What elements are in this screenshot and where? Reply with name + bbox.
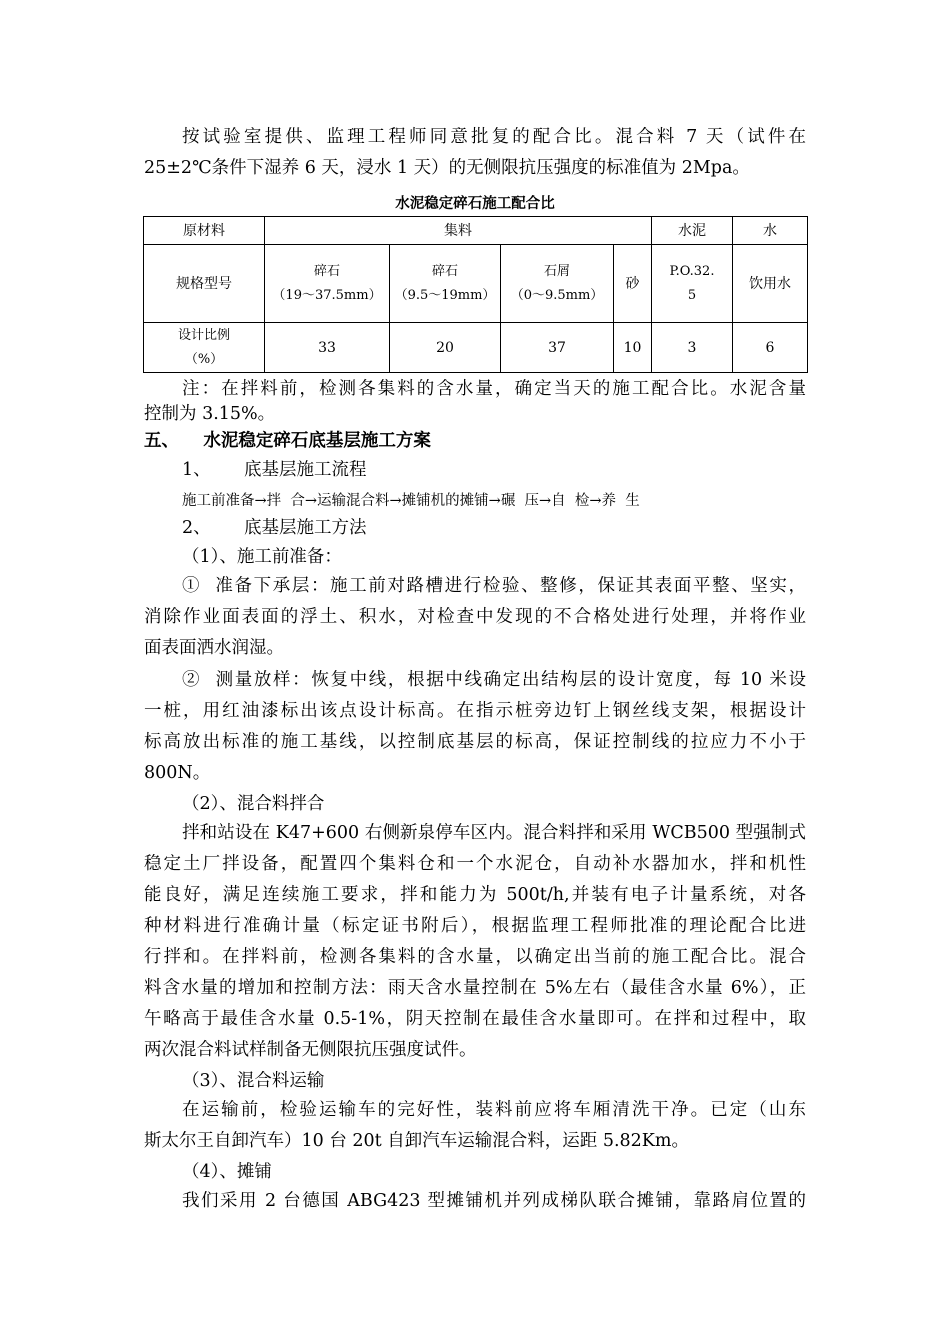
cell-text: P.O.32.: [669, 263, 715, 279]
table-title: 水泥稳定碎石施工配合比: [395, 196, 555, 212]
value-cell: 10: [614, 323, 652, 373]
cell-text: （19～37.5mm）: [272, 287, 382, 303]
para-line: ② 测量放样：恢复中线，根据中线确定出结构层的设计宽度，每 10 米设: [182, 670, 806, 690]
value-cell: 33: [265, 323, 390, 373]
para-line: 一桩，用红油漆标出该点设计标高。在指示桩旁边钉上钢丝线支架，根据设计: [144, 701, 806, 721]
cell-text: 5: [687, 287, 697, 303]
para-line: 在运输前，检验运输车的完好性，装料前应将车厢清洗干净。已定（山东: [182, 1100, 806, 1120]
header-raw-material: 原材料: [144, 217, 265, 245]
cell-text: 石屑: [543, 263, 570, 279]
para-line: 两次混合料试样制备无侧限抗压强度试件。: [144, 1040, 477, 1060]
cell-cement-grade: [652, 245, 733, 323]
header-cement: 水泥: [652, 217, 733, 245]
cell-stone-chips: [501, 245, 614, 323]
step-4-title: （4）、摊铺: [182, 1162, 272, 1182]
cell-text: 设计比例: [177, 327, 230, 343]
subsection-2-title: 2、 底基层施工方法: [182, 518, 367, 538]
row-label-ratio: [144, 323, 265, 373]
intro-line-2: 25±2℃条件下湿养 6 天，浸水 1 天）的无侧限抗压强度的标准值为 2Mpa。: [144, 158, 750, 178]
note-line-1: 注：在拌料前，检测各集料的含水量，确定当天的施工配合比。水泥含量: [182, 379, 806, 399]
section-heading: 五、 水泥稳定碎石底基层施工方案: [144, 431, 431, 451]
cell-gravel-large: [265, 245, 390, 323]
row-label-spec: 规格型号: [144, 245, 265, 323]
table-row: [144, 323, 808, 373]
mix-ratio-table: [143, 216, 808, 373]
para-line: 料含水量的增加和控制方法：雨天含水量控制在 5%左右（最佳含水量 6%），正: [144, 978, 806, 998]
cell-sand: 砂: [614, 245, 652, 323]
value-cell: 20: [390, 323, 501, 373]
cell-text: （9.5～19mm）: [394, 287, 496, 303]
para-line: 800N。: [144, 763, 211, 783]
intro-line-1: 按试验室提供、监理工程师同意批复的配合比。混合料 7 天（试件在: [182, 127, 806, 147]
table-row: [144, 217, 808, 245]
step-2-title: （2）、混合料拌合: [182, 794, 325, 814]
para-line: 拌和站设在 K47+600 右侧新泉停车区内。混合料拌和采用 WCB500 型强制式: [182, 823, 806, 843]
para-line: 稳定土厂拌设备，配置四个集料仓和一个水泥仓，自动补水器加水，拌和机性: [144, 854, 806, 874]
para-line: 能良好，满足连续施工要求，拌和能力为 500t/h,并装有电子计量系统，对各: [144, 885, 806, 905]
subsection-1-title: 1、 底基层施工流程: [182, 460, 367, 480]
step-1-title: （1）、施工前准备：: [182, 547, 342, 567]
para-line: 面表面洒水润湿。: [144, 638, 284, 658]
value-cell: 6: [733, 323, 808, 373]
cell-drinking-water: 饮用水: [733, 245, 808, 323]
step-3-title: （3）、混合料运输: [182, 1071, 325, 1091]
para-line: 标高放出标准的施工基线，以控制底基层的标高，保证控制线的拉应力不小于: [144, 732, 806, 752]
para-line: 我们采用 2 台德国 ABG423 型摊铺机并列成梯队联合摊铺，靠路肩位置的: [182, 1191, 806, 1211]
header-water: 水: [733, 217, 808, 245]
value-cell: 3: [652, 323, 733, 373]
cell-text: （0～9.5mm）: [510, 287, 604, 303]
para-line: 种材料进行准确计量（标定证书附后），根据监理工程师批准的理论配合比进: [144, 916, 806, 936]
cell-text: 碎石: [313, 263, 340, 279]
para-line: ① 准备下承层：施工前对路槽进行检验、整修，保证其表面平整、坚实，: [182, 576, 806, 596]
para-line: 消除作业面表面的浮土、积水，对检查中发现的不合格处进行处理，并将作业: [144, 607, 806, 627]
table-row: [144, 245, 808, 323]
value-cell: 37: [501, 323, 614, 373]
cell-text: 碎石: [431, 263, 458, 279]
cell-gravel-medium: [390, 245, 501, 323]
process-flow: 施工前准备→拌 合→运输混合料→摊铺机的摊铺→碾 压→自 检→养 生: [182, 493, 640, 509]
header-aggregate: 集料: [265, 217, 652, 245]
note-line-2: 控制为 3.15%。: [144, 404, 276, 424]
cell-text: （%）: [184, 351, 224, 367]
para-line: 行拌和。在拌料前，检测各集料的含水量，以确定出当前的施工配合比。混合: [144, 947, 806, 967]
para-line: 午略高于最佳含水量 0.5-1%，阴天控制在最佳含水量即可。在拌和过程中，取: [144, 1009, 806, 1029]
para-line: 斯太尔王自卸汽车）10 台 20t 自卸汽车运输混合料，运距 5.82Km。: [144, 1131, 689, 1151]
